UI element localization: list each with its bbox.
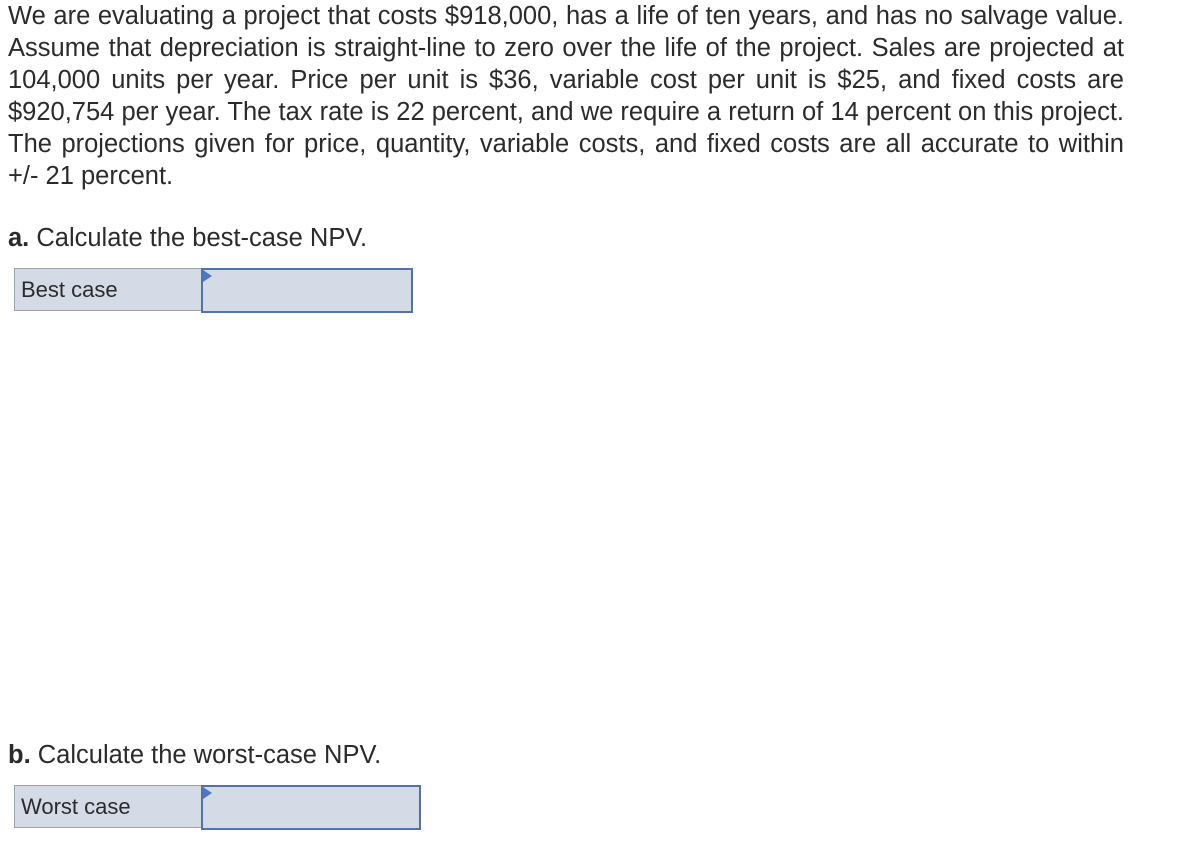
- worst-case-input[interactable]: [203, 787, 419, 828]
- best-case-row: [14, 268, 413, 311]
- worst-case-row: [14, 785, 421, 828]
- best-case-input-cell[interactable]: [201, 268, 413, 313]
- part-b-letter: b.: [8, 741, 31, 769]
- worst-case-label: Worst case: [14, 785, 202, 828]
- part-a-question: Calculate the best-case NPV.: [29, 224, 368, 252]
- part-b-question: Calculate the worst-case NPV.: [30, 741, 382, 769]
- best-case-input[interactable]: [203, 270, 411, 311]
- part-a-heading: [8, 222, 367, 254]
- best-case-label: Best case: [14, 268, 202, 311]
- worst-case-input-cell[interactable]: [201, 785, 421, 830]
- part-b-heading: [8, 739, 381, 771]
- problem-statement: We are evaluating a project that costs $918,000, has a life of ten years, and has no salvage value. Assume that depreciation is straight-line to zero over the life of the project. Sales are projected at 104,000 units per year. Price per unit is $36, variable cost per unit is $25, and fixed costs are $920,754 per year. The tax rate is 22 percent, and we require a return of 14 percent on this project. The projections given for price, quantity, variable costs, and fixed costs are all accurate to within +/- 21 percent.: [8, 2, 1124, 190]
- part-a-letter: a.: [8, 224, 30, 252]
